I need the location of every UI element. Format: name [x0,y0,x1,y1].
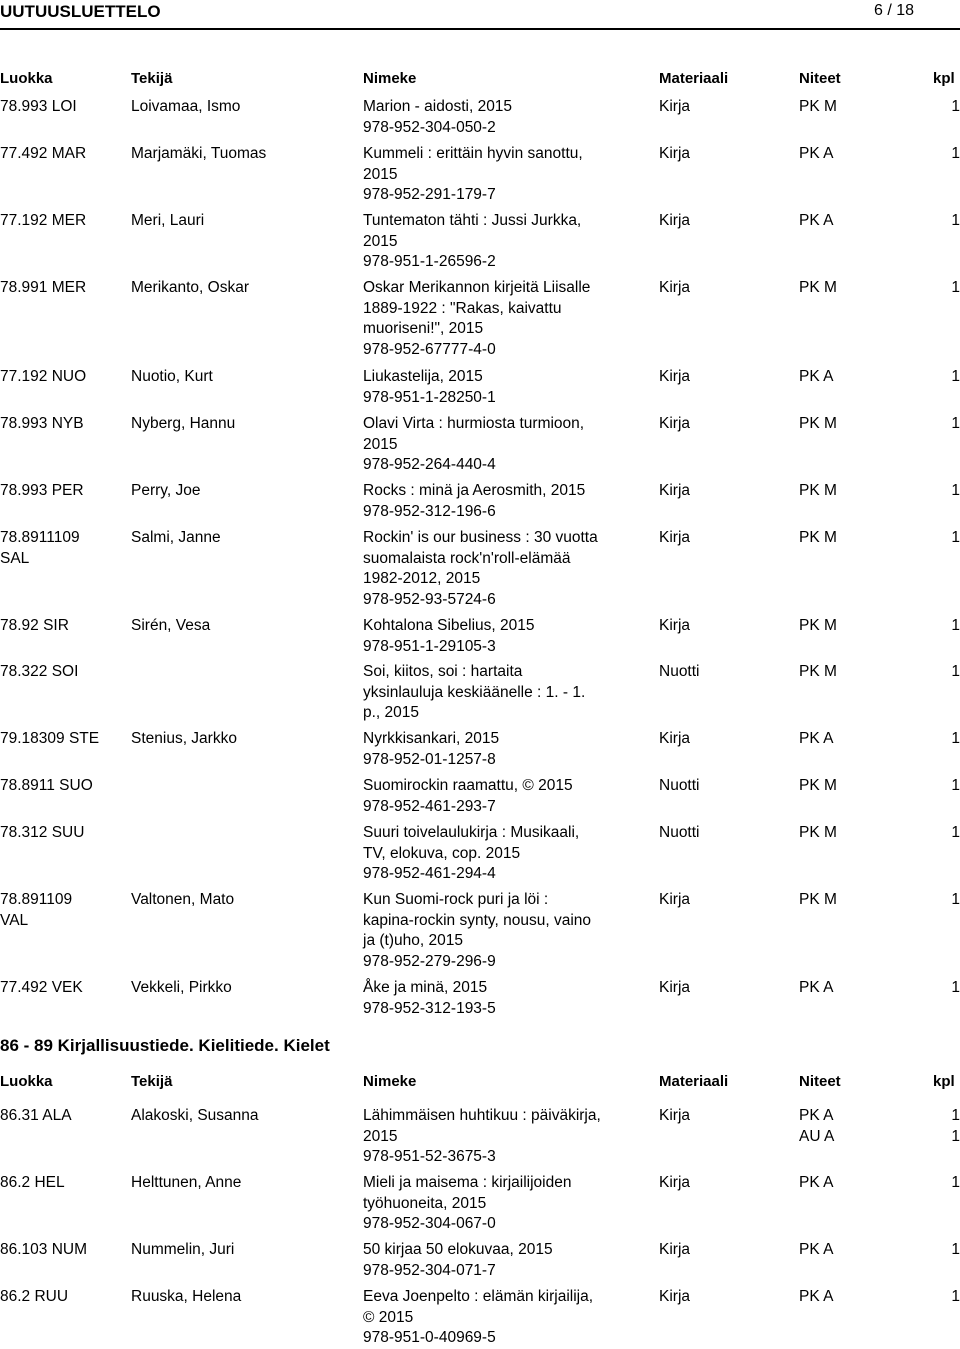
count-line: 1 [951,482,960,499]
title-line: 978-951-52-3675-3 [363,1148,496,1165]
author-line: Salmi, Janne [131,529,221,546]
author-line: Alakoski, Susanna [131,1107,259,1124]
copies-location-line: PK A [799,979,834,996]
title-line: Suuri toivelaulukirja : Musikaali, [363,824,580,841]
author [131,890,356,911]
author [131,211,356,232]
col-luokka: Luokka [0,70,53,87]
count [940,729,960,750]
title-line: Suomirockin raamattu, © 2015 [363,777,573,794]
author-line: Meri, Lauri [131,212,205,229]
author [131,528,356,549]
title-line: Kohtalona Sibelius, 2015 [363,617,535,634]
author [131,1240,356,1261]
col-niteet: Niteet [799,1073,841,1090]
title-line: Tuntematon tähti : Jussi Jurkka, [363,212,582,229]
material [659,776,779,797]
author-line: Nyberg, Hannu [131,415,236,432]
material [659,729,779,750]
copies-location-line: PK M [799,279,837,296]
count-line: 1 [951,529,960,546]
class-code [0,776,125,797]
author [131,616,356,637]
title-line: 978-952-264-440-4 [363,456,496,473]
count-line: 1 [951,98,960,115]
author-line: Valtonen, Mato [131,891,235,908]
count [940,1240,960,1261]
material-line: Kirja [659,1241,691,1258]
title-line: 978-952-312-196-6 [363,502,496,520]
class-code-line: 78.92 SIR [0,617,69,634]
class-code-line: 78.322 SOI [0,663,79,680]
count-line: 1 [951,891,960,908]
class-code-line: 86.2 RUU [0,1288,69,1305]
class-code [0,729,125,750]
section-title: 86 - 89 Kirjallisuustiede. Kielitiede. Kielet [0,1036,330,1055]
copies-location [799,278,909,299]
count [940,1287,960,1308]
material-line: Kirja [659,730,691,747]
title-line: 978-951-1-26596-2 [363,253,496,270]
title-line: 978-951-1-28250-1 [363,388,496,406]
count-line: 1 [951,617,960,634]
count [940,890,960,911]
author [131,481,356,502]
title-line: Eeva Joenpelto : elämän kirjailija, [363,1288,594,1305]
copies-location-line: PK A [799,368,834,385]
copies-location [799,1240,909,1261]
title-line: Rockin' is our business : 30 vuotta [363,529,598,546]
material-line: Kirja [659,979,691,996]
copies-location [799,367,909,388]
copies-location [799,97,909,118]
class-code [0,414,125,435]
material-line: Kirja [659,415,691,432]
class-code-line: 77.492 VEK [0,979,83,996]
col-luokka: Luokka [0,1073,53,1090]
copies-location [799,978,909,999]
copies-location [799,211,909,232]
title-line: 978-952-304-071-7 [363,1261,496,1279]
material [659,367,779,388]
title [363,978,648,1019]
count-line: 1 [951,1288,960,1305]
title [363,729,648,770]
col-tekija: Tekijä [131,1073,173,1090]
author-line: Ruuska, Helena [131,1288,242,1305]
count [940,1106,960,1147]
material-line: Kirja [659,368,691,385]
author-line: Merikanto, Oskar [131,279,250,296]
author [131,1287,356,1308]
title-line: 1982-2012, 2015 [363,570,481,587]
author-line: Sirén, Vesa [131,617,211,634]
count [940,481,960,502]
title [363,890,648,972]
copies-location-line: PK A [799,145,834,162]
title-line: Rocks : minä ja Aerosmith, 2015 [363,482,586,499]
author [131,978,356,999]
title-line: 978-952-304-067-0 [363,1215,496,1232]
class-code [0,1287,125,1308]
copies-location-line: PK M [799,891,837,908]
class-code [0,481,125,502]
author [131,278,356,299]
title-line: Lähimmäisen huhtikuu : päiväkirja, [363,1107,601,1124]
col-tekija: Tekijä [131,70,173,87]
copies-location-line: PK A [799,1241,834,1258]
material [659,1240,779,1261]
count-line: 1 [951,777,960,794]
class-code-line: SAL [0,549,30,567]
class-code [0,823,125,844]
header-divider [0,28,960,30]
count [940,211,960,232]
class-code-line: 77.492 MAR [0,145,87,162]
count-line: 1 [951,1241,960,1258]
count [940,616,960,637]
class-code-line: 86.2 HEL [0,1174,65,1191]
title-line: suomalaista rock'n'roll-elämää [363,549,571,567]
material-line: Kirja [659,529,691,546]
copies-location [799,144,909,165]
class-code [0,662,125,683]
title-line: Olavi Virta : hurmiosta turmioon, [363,415,585,432]
material [659,662,779,683]
material-line: Kirja [659,145,691,162]
class-code [0,1106,125,1127]
count-line: 1 [951,415,960,432]
copies-location-line: PK M [799,663,837,680]
title-line: Mieli ja maisema : kirjailijoiden [363,1174,572,1191]
class-code [0,97,125,118]
col-nimeke: Nimeke [363,1073,417,1090]
title-line: Nyrkkisankari, 2015 [363,730,500,747]
material [659,528,779,549]
material [659,278,779,299]
copies-location-line: PK A [799,1107,834,1124]
material [659,1106,779,1127]
title-line: Liukastelija, 2015 [363,368,483,385]
col-niteet: Niteet [799,70,841,87]
author-line: Nummelin, Juri [131,1241,235,1258]
count [940,414,960,435]
title-line: työhuoneita, 2015 [363,1194,487,1212]
title [363,414,648,476]
title [363,367,648,408]
copies-location-line: PK M [799,482,837,499]
material-line: Kirja [659,1107,691,1124]
material-line: Kirja [659,891,691,908]
material-line: Kirja [659,617,691,634]
copies-location [799,662,909,683]
count [940,823,960,844]
material-line: Kirja [659,1174,691,1191]
author [131,729,356,750]
material [659,978,779,999]
title-line: 978-952-461-293-7 [363,797,496,815]
copies-location [799,729,909,750]
class-code [0,211,125,232]
copies-location-line: PK M [799,415,837,432]
title-line: 2015 [363,435,398,453]
author-line: Perry, Joe [131,482,201,499]
material-line: Kirja [659,482,691,499]
class-code [0,144,125,165]
material [659,414,779,435]
class-code-line: 78.8911109 [0,529,80,546]
copies-location [799,1106,909,1147]
title [363,776,648,817]
material-line: Kirja [659,98,691,115]
title [363,1287,648,1349]
count-line: 1 [951,368,960,385]
title-line: Kummeli : erittäin hyvin sanottu, [363,145,583,162]
author-line: Marjamäki, Tuomas [131,145,267,162]
copies-location-line: PK M [799,777,837,794]
material [659,890,779,911]
copies-location-line: PK A [799,1288,834,1305]
title-line: 978-952-01-1257-8 [363,750,496,768]
material [659,211,779,232]
count-line: 1 [951,730,960,747]
author [131,144,356,165]
title-line: Marion - aidosti, 2015 [363,98,513,115]
title-line: Åke ja minä, 2015 [363,979,488,996]
class-code-line: 78.993 LOI [0,98,77,115]
title [363,823,648,885]
title-line: 978-952-67777-4-0 [363,340,496,358]
count [940,367,960,388]
class-code-line: 78.312 SUU [0,824,85,841]
count-line: 1 [951,663,960,680]
copies-location-line: PK A [799,212,834,229]
count-line: 1 [951,1174,960,1191]
title-line: 978-952-304-050-2 [363,118,496,136]
copies-location [799,528,909,549]
material [659,823,779,844]
material-line: Kirja [659,279,691,296]
material [659,97,779,118]
title-line: 978-951-0-40969-5 [363,1329,496,1346]
author-line: Vekkeli, Pirkko [131,979,232,996]
document-title: UUTUUSLUETTELO [0,2,161,21]
col-materiaali: Materiaali [659,70,729,87]
material-line: Nuotti [659,663,700,680]
author-line: Helttunen, Anne [131,1174,242,1191]
count-line: 1 [951,279,960,296]
material [659,144,779,165]
title-line: 2015 [363,232,398,250]
count [940,978,960,999]
material [659,1287,779,1308]
count-line: 1 [951,979,960,996]
count [940,144,960,165]
author [131,97,356,118]
count [940,662,960,683]
title-line: Oskar Merikannon kirjeitä Liisalle [363,279,591,296]
copies-location [799,823,909,844]
title [363,1240,648,1281]
count-line: 1 [951,1107,960,1124]
title [363,662,648,724]
column-headers-2 [0,1073,960,1093]
title [363,278,648,360]
class-code-line: 78.8911 SUO [0,777,93,794]
title-line: 2015 [363,165,398,183]
author-line: Stenius, Jarkko [131,730,237,747]
author [131,1106,356,1127]
author-line: Loivamaa, Ismo [131,98,241,115]
class-code-line: 78.993 PER [0,482,84,499]
copies-location-line: AU A [799,1127,835,1145]
class-code [0,367,125,388]
count-line: 1 [951,1127,960,1145]
title-line: © 2015 [363,1308,414,1326]
copies-location [799,1173,909,1194]
class-code [0,890,125,931]
page-header [0,0,960,26]
copies-location-line: PK A [799,730,834,747]
title-line: kapina-rockin synty, nousu, vaino [363,911,592,929]
title-line: 978-952-291-179-7 [363,186,496,203]
material-line: Kirja [659,212,691,229]
title-line: 978-951-1-29105-3 [363,637,496,655]
title [363,97,648,138]
copies-location [799,616,909,637]
material-line: Kirja [659,1288,691,1305]
title [363,481,648,522]
class-code-line: 77.192 MER [0,212,87,229]
title-line: 978-952-93-5724-6 [363,590,496,608]
copies-location-line: PK M [799,617,837,634]
class-code-line: 77.192 NUO [0,368,87,385]
class-code [0,1173,125,1194]
count [940,1173,960,1194]
author [131,414,356,435]
title-line: Soi, kiitos, soi : hartaita [363,663,523,680]
title [363,528,648,610]
copies-location [799,890,909,911]
title-line: 978-952-279-296-9 [363,952,496,970]
title [363,144,648,206]
class-code-line: 79.18309 STE [0,730,100,747]
author [131,367,356,388]
copies-location [799,1287,909,1308]
title [363,211,648,273]
title-line: p., 2015 [363,704,420,721]
count [940,528,960,549]
title [363,1173,648,1235]
title-line: muoriseni!", 2015 [363,320,484,337]
col-kpl: kpl [933,70,955,87]
class-code [0,616,125,637]
title [363,616,648,657]
title-line: Kun Suomi-rock puri ja löi : [363,891,549,908]
title-line: 978-952-312-193-5 [363,999,496,1017]
class-code [0,528,125,569]
title-line: yksinlauluja keskiäänelle : 1. - 1. [363,683,586,701]
title-line: 1889-1922 : "Rakas, kaivattu [363,299,562,317]
copies-location [799,776,909,797]
title-line: 978-952-461-294-4 [363,865,496,882]
material [659,1173,779,1194]
class-code-line: 86.31 ALA [0,1107,72,1124]
count [940,97,960,118]
class-code [0,978,125,999]
copies-location [799,414,909,435]
count-line: 1 [951,145,960,162]
class-code-line: 78.993 NYB [0,415,84,432]
class-code-line: VAL [0,911,29,929]
material-line: Nuotti [659,777,700,794]
title-line: ja (t)uho, 2015 [363,932,463,949]
author-line: Nuotio, Kurt [131,368,213,385]
count-line: 1 [951,824,960,841]
material [659,616,779,637]
col-materiaali: Materiaali [659,1073,729,1090]
material-line: Nuotti [659,824,700,841]
column-headers [0,70,960,90]
count [940,776,960,797]
col-kpl: kpl [933,1073,955,1090]
count [940,278,960,299]
class-code-line: 86.103 NUM [0,1241,88,1258]
title-line: 50 kirjaa 50 elokuvaa, 2015 [363,1241,553,1258]
copies-location-line: PK M [799,824,837,841]
col-nimeke: Nimeke [363,70,417,87]
copies-location-line: PK M [799,98,837,115]
page-number: 6 / 18 [873,2,914,19]
class-code [0,278,125,299]
title [363,1106,648,1168]
title-line: 2015 [363,1127,398,1145]
class-code [0,1240,125,1261]
author [131,1173,356,1194]
title-line: TV, elokuva, cop. 2015 [363,844,521,862]
material [659,481,779,502]
copies-location-line: PK M [799,529,837,546]
count-line: 1 [951,212,960,229]
copies-location-line: PK A [799,1174,834,1191]
class-code-line: 78.991 MER [0,279,87,296]
class-code-line: 78.891109 [0,891,73,908]
copies-location [799,481,909,502]
